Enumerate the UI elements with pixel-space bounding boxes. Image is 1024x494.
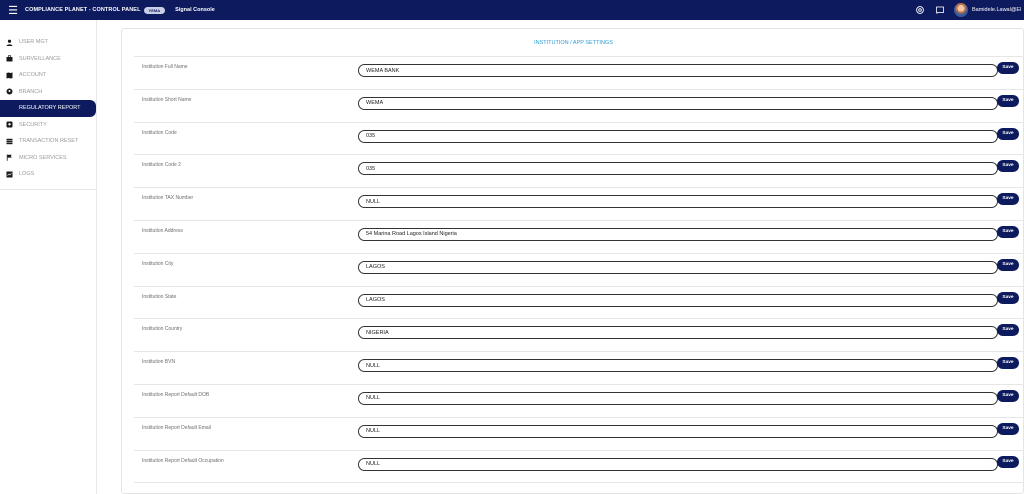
setting-row	[134, 385, 1024, 418]
app-subtitle: Signal Console	[175, 7, 215, 13]
setting-row	[134, 90, 1024, 123]
flag-icon	[6, 154, 13, 161]
setting-input[interactable]	[358, 162, 998, 175]
save-button[interactable]: Save	[997, 292, 1019, 304]
save-button[interactable]: Save	[997, 324, 1019, 336]
save-button[interactable]: Save	[997, 95, 1019, 107]
sidebar-nav	[0, 34, 97, 190]
cast-icon[interactable]	[934, 4, 946, 16]
sidebar-item-transaction-reset[interactable]	[0, 133, 97, 150]
setting-row	[134, 451, 1024, 484]
setting-input[interactable]	[358, 195, 998, 208]
sidebar-item-label: TRANSACTION RESET	[19, 138, 79, 145]
setting-input[interactable]	[358, 458, 998, 471]
save-button[interactable]: Save	[997, 456, 1019, 468]
sidebar-item-label: REGULATORY REPORT	[19, 105, 81, 112]
setting-input[interactable]	[358, 294, 998, 307]
save-button[interactable]: Save	[997, 160, 1019, 172]
setting-row	[134, 418, 1024, 451]
map-icon	[6, 72, 13, 79]
setting-label: Institution Report Default DOB	[142, 391, 210, 398]
setting-input[interactable]	[358, 392, 998, 405]
setting-label: Institution Report Default Occupation	[142, 457, 224, 464]
sidebar-item-label: USER MGT	[19, 39, 49, 46]
save-button[interactable]: Save	[997, 390, 1019, 402]
settings-icon[interactable]	[914, 4, 926, 16]
save-button[interactable]: Save	[997, 62, 1019, 74]
save-button[interactable]: Save	[997, 259, 1019, 271]
setting-label: Institution Code 2	[142, 162, 181, 169]
table-icon	[6, 138, 13, 145]
setting-label: Institution Code	[142, 129, 177, 136]
setting-label: Institution Address	[142, 227, 183, 234]
setting-row	[134, 352, 1024, 385]
setting-input[interactable]	[358, 130, 998, 143]
save-button[interactable]: Save	[997, 226, 1019, 238]
user-icon	[6, 39, 13, 46]
sidebar-item-branch[interactable]	[0, 84, 97, 101]
setting-label: Institution City	[142, 260, 174, 267]
top-right-actions	[914, 0, 1024, 20]
security-icon	[6, 121, 13, 128]
setting-label: Institution BVN	[142, 359, 176, 366]
report-icon	[6, 105, 13, 112]
setting-label: Institution Short Name	[142, 96, 192, 103]
setting-row	[134, 123, 1024, 156]
menu-icon[interactable]: ☰	[8, 4, 18, 17]
setting-row	[134, 319, 1024, 352]
setting-label: Institution TAX Number	[142, 195, 194, 202]
sidebar-item-label: LOGS	[19, 171, 35, 178]
sidebar-item-label: MICRO SERVICES	[19, 154, 67, 161]
save-button[interactable]: Save	[997, 357, 1019, 369]
setting-label: Institution Report Default Email	[142, 424, 211, 431]
setting-label: Institution Full Name	[142, 64, 188, 70]
briefcase-icon	[6, 55, 13, 62]
logs-icon	[6, 171, 13, 178]
settings-card	[121, 28, 1024, 494]
setting-label: Institution Country	[142, 326, 183, 333]
setting-input[interactable]	[358, 326, 998, 339]
sidebar	[0, 20, 97, 494]
sidebar-item-surveillance[interactable]	[0, 51, 97, 68]
settings-list	[134, 56, 1024, 483]
setting-input[interactable]	[358, 261, 998, 274]
setting-input[interactable]	[358, 228, 998, 241]
app-title: COMPLIANCE PLANET - CONTROL PANEL	[25, 7, 141, 13]
setting-row	[134, 155, 1024, 188]
sidebar-item-user-mgt[interactable]	[0, 34, 97, 51]
setting-label: Institution State	[142, 293, 177, 300]
user-name[interactable]: Bamidele.Lawal@El	[972, 7, 1022, 13]
setting-input[interactable]	[358, 64, 998, 77]
setting-row	[134, 287, 1024, 320]
setting-row	[134, 254, 1024, 287]
app-badge: YEMA	[144, 7, 166, 14]
save-button[interactable]: Save	[997, 193, 1019, 205]
setting-input[interactable]	[358, 425, 998, 438]
setting-row	[134, 57, 1024, 90]
sidebar-item-regulatory-report[interactable]	[0, 100, 96, 117]
sidebar-item-label: SECURITY	[19, 121, 47, 128]
sidebar-item-label: BRANCH	[19, 88, 43, 95]
page-title: INSTITUTION / APP SETTINGS	[534, 40, 613, 46]
sidebar-item-micro-services[interactable]	[0, 150, 97, 167]
setting-row	[134, 221, 1024, 254]
save-button[interactable]: Save	[997, 128, 1019, 140]
sidebar-item-label: ACCOUNT	[19, 72, 47, 79]
save-button[interactable]: Save	[997, 423, 1019, 435]
location-icon	[6, 88, 13, 95]
setting-row	[134, 188, 1024, 221]
setting-input[interactable]	[358, 359, 998, 372]
setting-input[interactable]	[358, 97, 998, 110]
avatar[interactable]	[954, 3, 968, 17]
sidebar-item-label: SURVEILLANCE	[19, 55, 61, 62]
sidebar-item-security[interactable]	[0, 117, 97, 134]
sidebar-item-account[interactable]	[0, 67, 97, 84]
sidebar-item-logs[interactable]	[0, 166, 97, 183]
top-bar	[0, 0, 1024, 20]
